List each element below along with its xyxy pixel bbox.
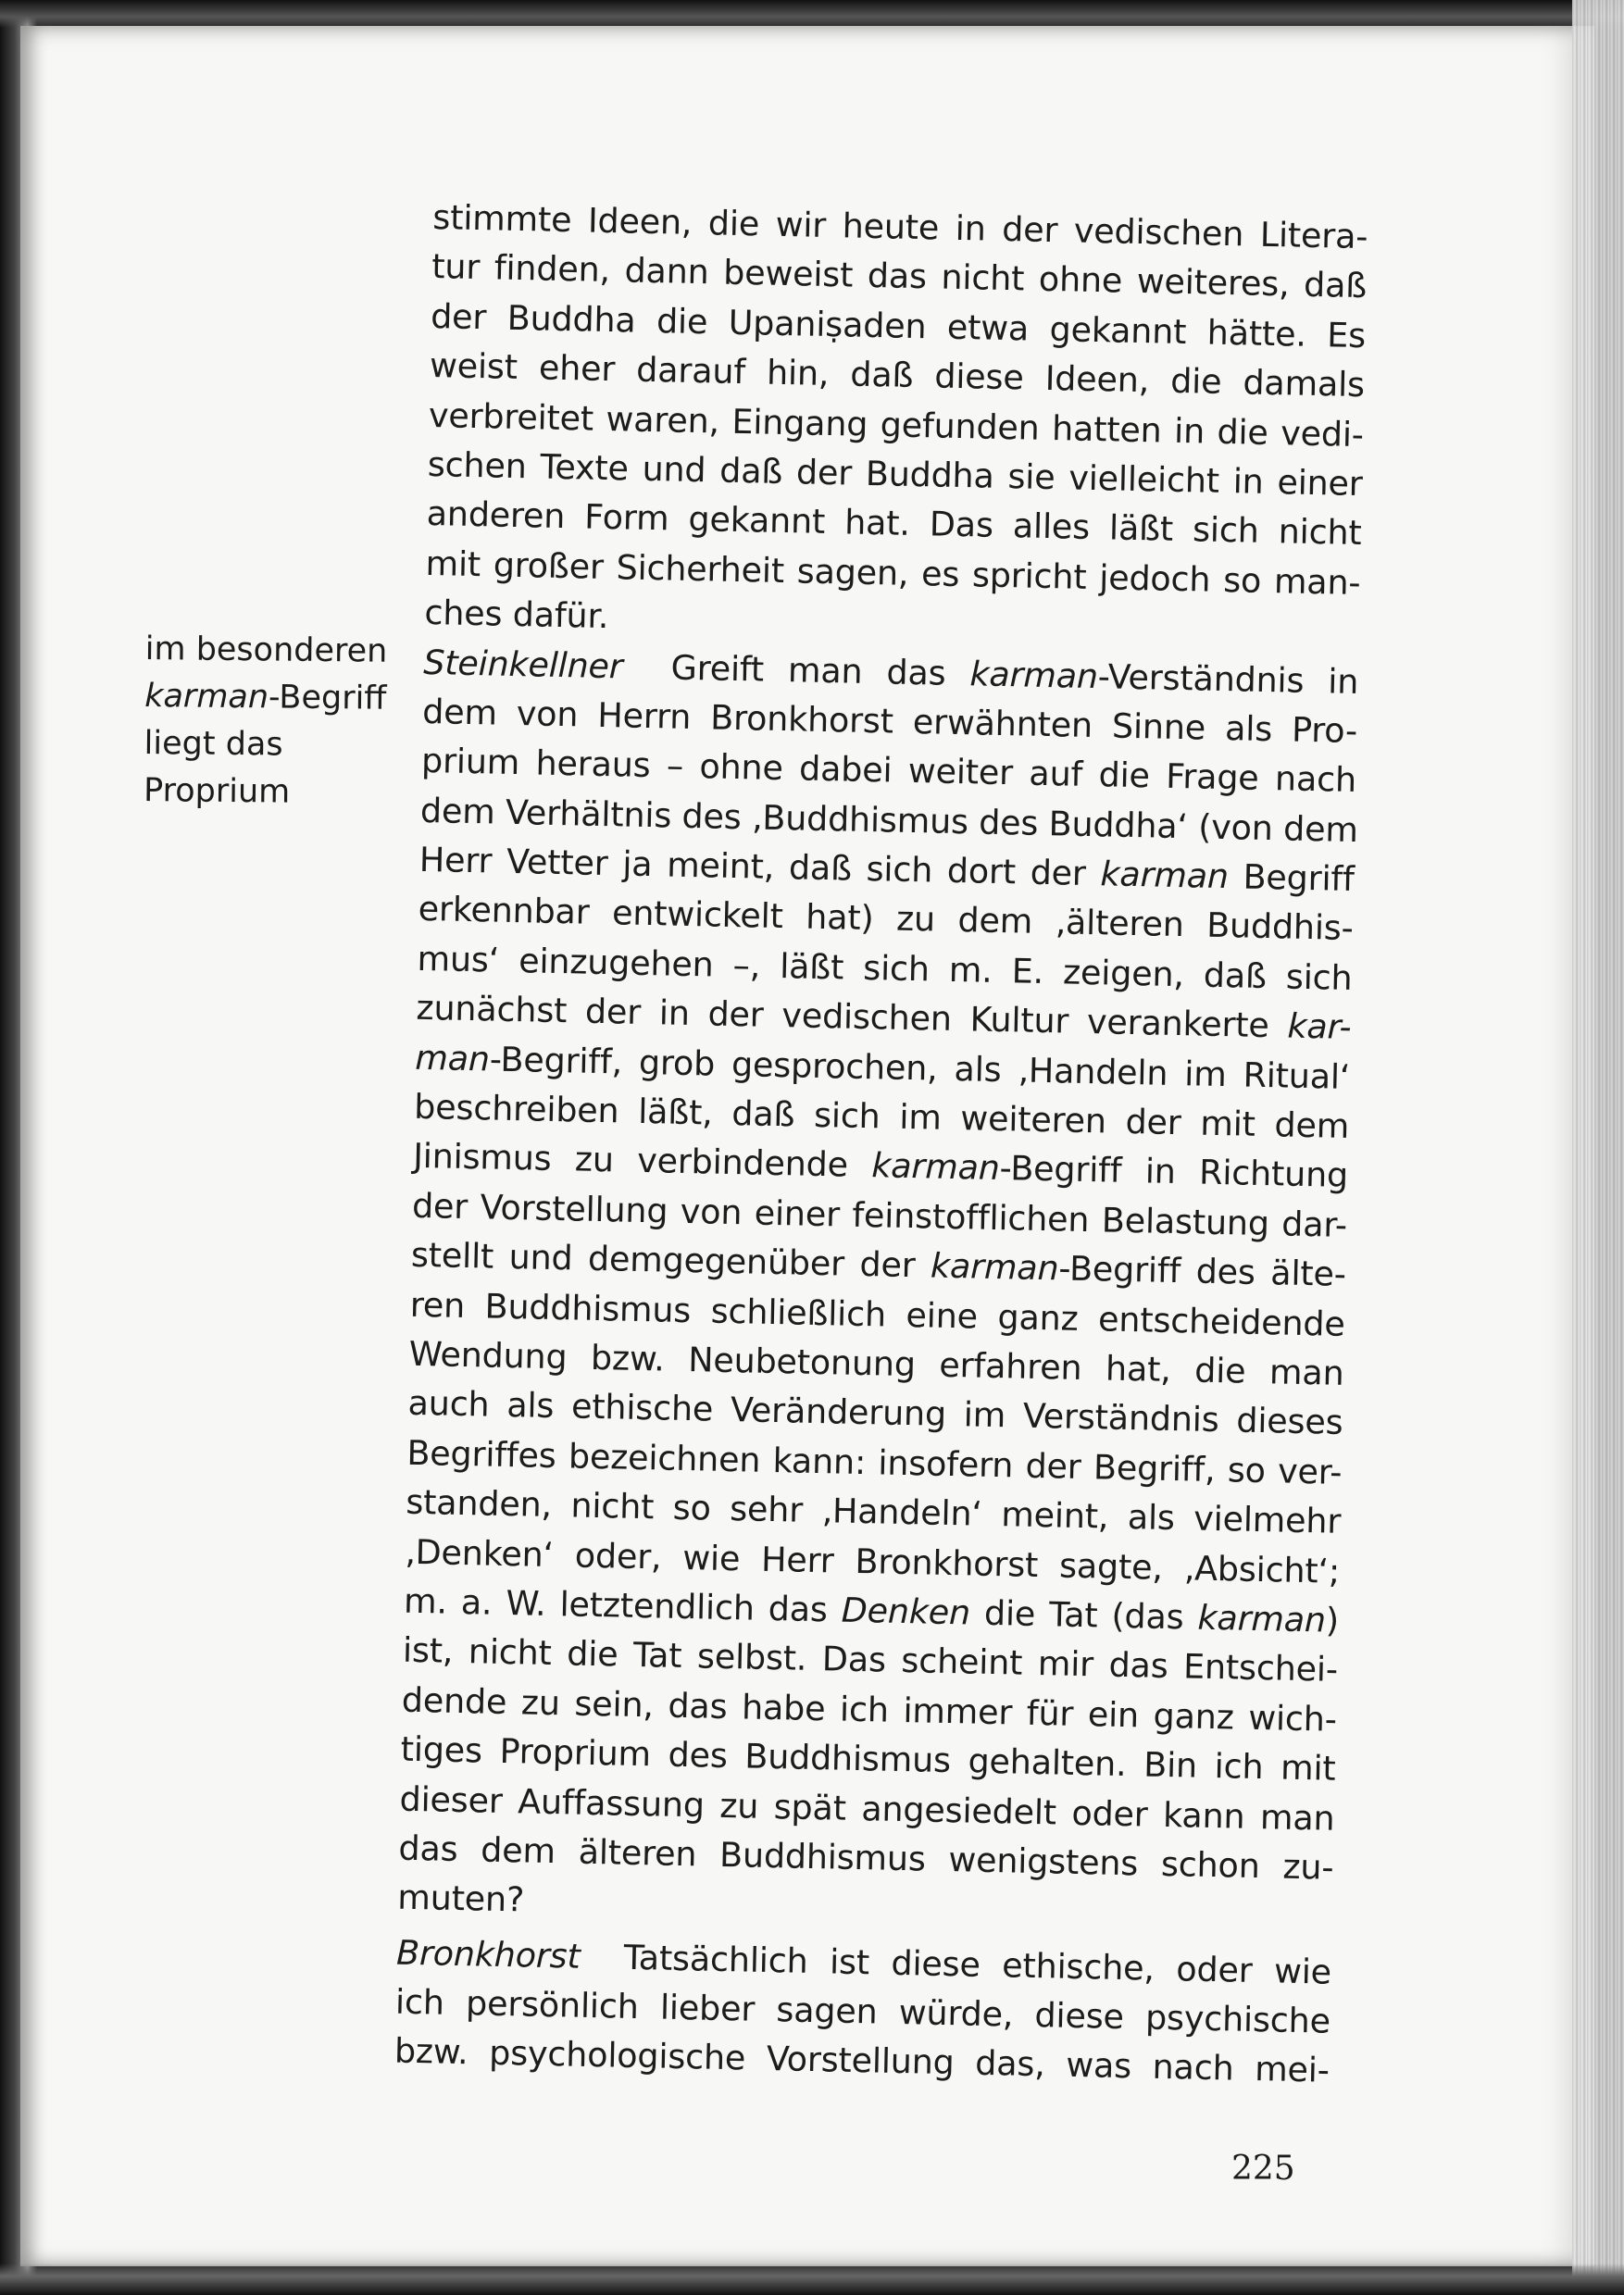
term-kar: kar- xyxy=(1287,1005,1352,1048)
scan-bottom-edge xyxy=(0,2264,1624,2295)
text-line: Herr Vetter ja meint, daß sich dort der karman Begriff xyxy=(418,839,1355,900)
text-line: weist eher darauf hin, daß diese Ideen, die damals xyxy=(429,345,1366,405)
text-line: m. a. W. letztendlich das Denken die Tat (das karman) xyxy=(403,1580,1340,1640)
text-line: standen, nicht so sehr ‚Handeln‘ meint, als vielmehr xyxy=(405,1481,1342,1541)
text-line: schen Texte und daß der Buddha sie vielleicht in einer xyxy=(427,443,1364,505)
text-line: dende zu sein, das habe ich immer für ein ganz wich- xyxy=(401,1679,1338,1740)
text-line: tiges Proprium des Buddhismus gehalten. Bin ich mit xyxy=(400,1728,1337,1789)
text-line: Begriffes bezeichnen kann: insofern der Begriff, so ver- xyxy=(406,1432,1343,1492)
text-line: erkennbar entwickelt hat) zu dem ‚älteren Buddhis- xyxy=(418,889,1355,949)
text-line: ches dafür. xyxy=(424,592,609,637)
text-line: mus‘ einzugehen –, läßt sich m. E. zeigen, daß sich xyxy=(417,938,1353,998)
text-line: muten? xyxy=(396,1877,525,1920)
text-line: beschreiben läßt, daß sich im weiteren der mit dem xyxy=(413,1086,1350,1146)
text-line: ich persönlich lieber sagen würde, diese psychische xyxy=(394,1981,1331,2041)
text-line: ‚Denken‘ oder, wie Herr Bronkhorst sagte, ‚Absicht‘; xyxy=(404,1531,1341,1591)
term-karman: karman xyxy=(1197,1597,1327,1640)
marginal-line-2: karman-Begriff xyxy=(144,677,387,717)
speaker-steinkellner: Steinkellner xyxy=(422,642,624,686)
page-stack-edge xyxy=(1572,0,1624,2295)
text-line: der Vorstellung von einer feinstofflichen Belastung dar- xyxy=(411,1185,1348,1245)
term-karman: karman xyxy=(930,1245,1059,1289)
text-line: anderen Form gekannt hat. Das alles läßt sich nicht xyxy=(426,493,1362,554)
marginal-line-1: im besonderen xyxy=(144,630,388,670)
term-karman: karman xyxy=(144,677,269,717)
text-line: auch als ethische Veränderung im Verständnis dieses xyxy=(407,1383,1343,1443)
text-line: dem von Herrn Bronkhorst erwähnten Sinne als Pro- xyxy=(421,691,1358,751)
term-denken: Denken xyxy=(841,1590,971,1633)
marginal-line-4: Proprium xyxy=(143,771,291,811)
text-line: man-Begriff, grob gesprochen, als ‚Handeln im Ritual‘ xyxy=(414,1037,1351,1097)
text-line: dem Verhältnis des ‚Buddhismus des Buddha‘ (von dem xyxy=(419,790,1359,850)
speaker-line: Bronkhorst Tatsächlich ist diese ethische, oder wie xyxy=(395,1932,1332,1992)
text-line: dieser Auffassung zu spät angesiedelt oder kann man xyxy=(399,1778,1335,1839)
text-line: der Buddha die Upaniṣaden etwa gekannt hätte. Es xyxy=(430,295,1367,355)
body-text xyxy=(394,193,1368,2096)
text-line: prium heraus – ohne dabei weiter auf die Frage nach xyxy=(420,741,1357,801)
page-number: 225 xyxy=(1231,2150,1295,2188)
text-line: mit großer Sicherheit sagen, es spricht jedoch so man- xyxy=(425,543,1361,603)
text-line: Jinismus zu verbindende karman-Begriff in Richtung xyxy=(412,1136,1349,1196)
term-karman: karman xyxy=(1100,854,1230,897)
text-line: das dem älteren Buddhismus wenigstens schon zu- xyxy=(398,1827,1334,1888)
marginal-line-3: liegt das xyxy=(144,724,283,764)
speaker-line: Steinkellner Greift man das karman-Verständnis in xyxy=(422,642,1359,702)
term-karman: karman xyxy=(969,653,1099,696)
text-line: stellt und demgegenüber der karman-Begriff des älte- xyxy=(410,1234,1347,1295)
text-line: Wendung bzw. Neubetonung erfahren hat, die man xyxy=(408,1333,1344,1393)
text-line: bzw. psychologische Vorstellung das, was nach mei- xyxy=(394,2031,1330,2091)
scan-top-edge xyxy=(0,0,1624,28)
term-man: man xyxy=(414,1037,491,1079)
text-line: stimmte Ideen, die wir heute in der vedischen Litera- xyxy=(431,196,1368,257)
text-line: ist, nicht die Tat selbst. Das scheint mir das Entschei- xyxy=(402,1629,1339,1690)
marginal-note xyxy=(144,626,423,817)
text-line: zunächst der in der vedischen Kultur verankerte kar- xyxy=(416,988,1352,1048)
text-line: ren Buddhismus schließlich eine ganz entscheidende xyxy=(409,1284,1346,1344)
text-line: verbreitet waren, Eingang gefunden hatten in die vedi- xyxy=(428,394,1365,455)
speaker-bronkhorst: Bronkhorst xyxy=(395,1932,581,1977)
term-karman: karman xyxy=(870,1145,1001,1189)
text-line: tur finden, dann beweist das nicht ohne weiteres, daß xyxy=(431,246,1368,306)
